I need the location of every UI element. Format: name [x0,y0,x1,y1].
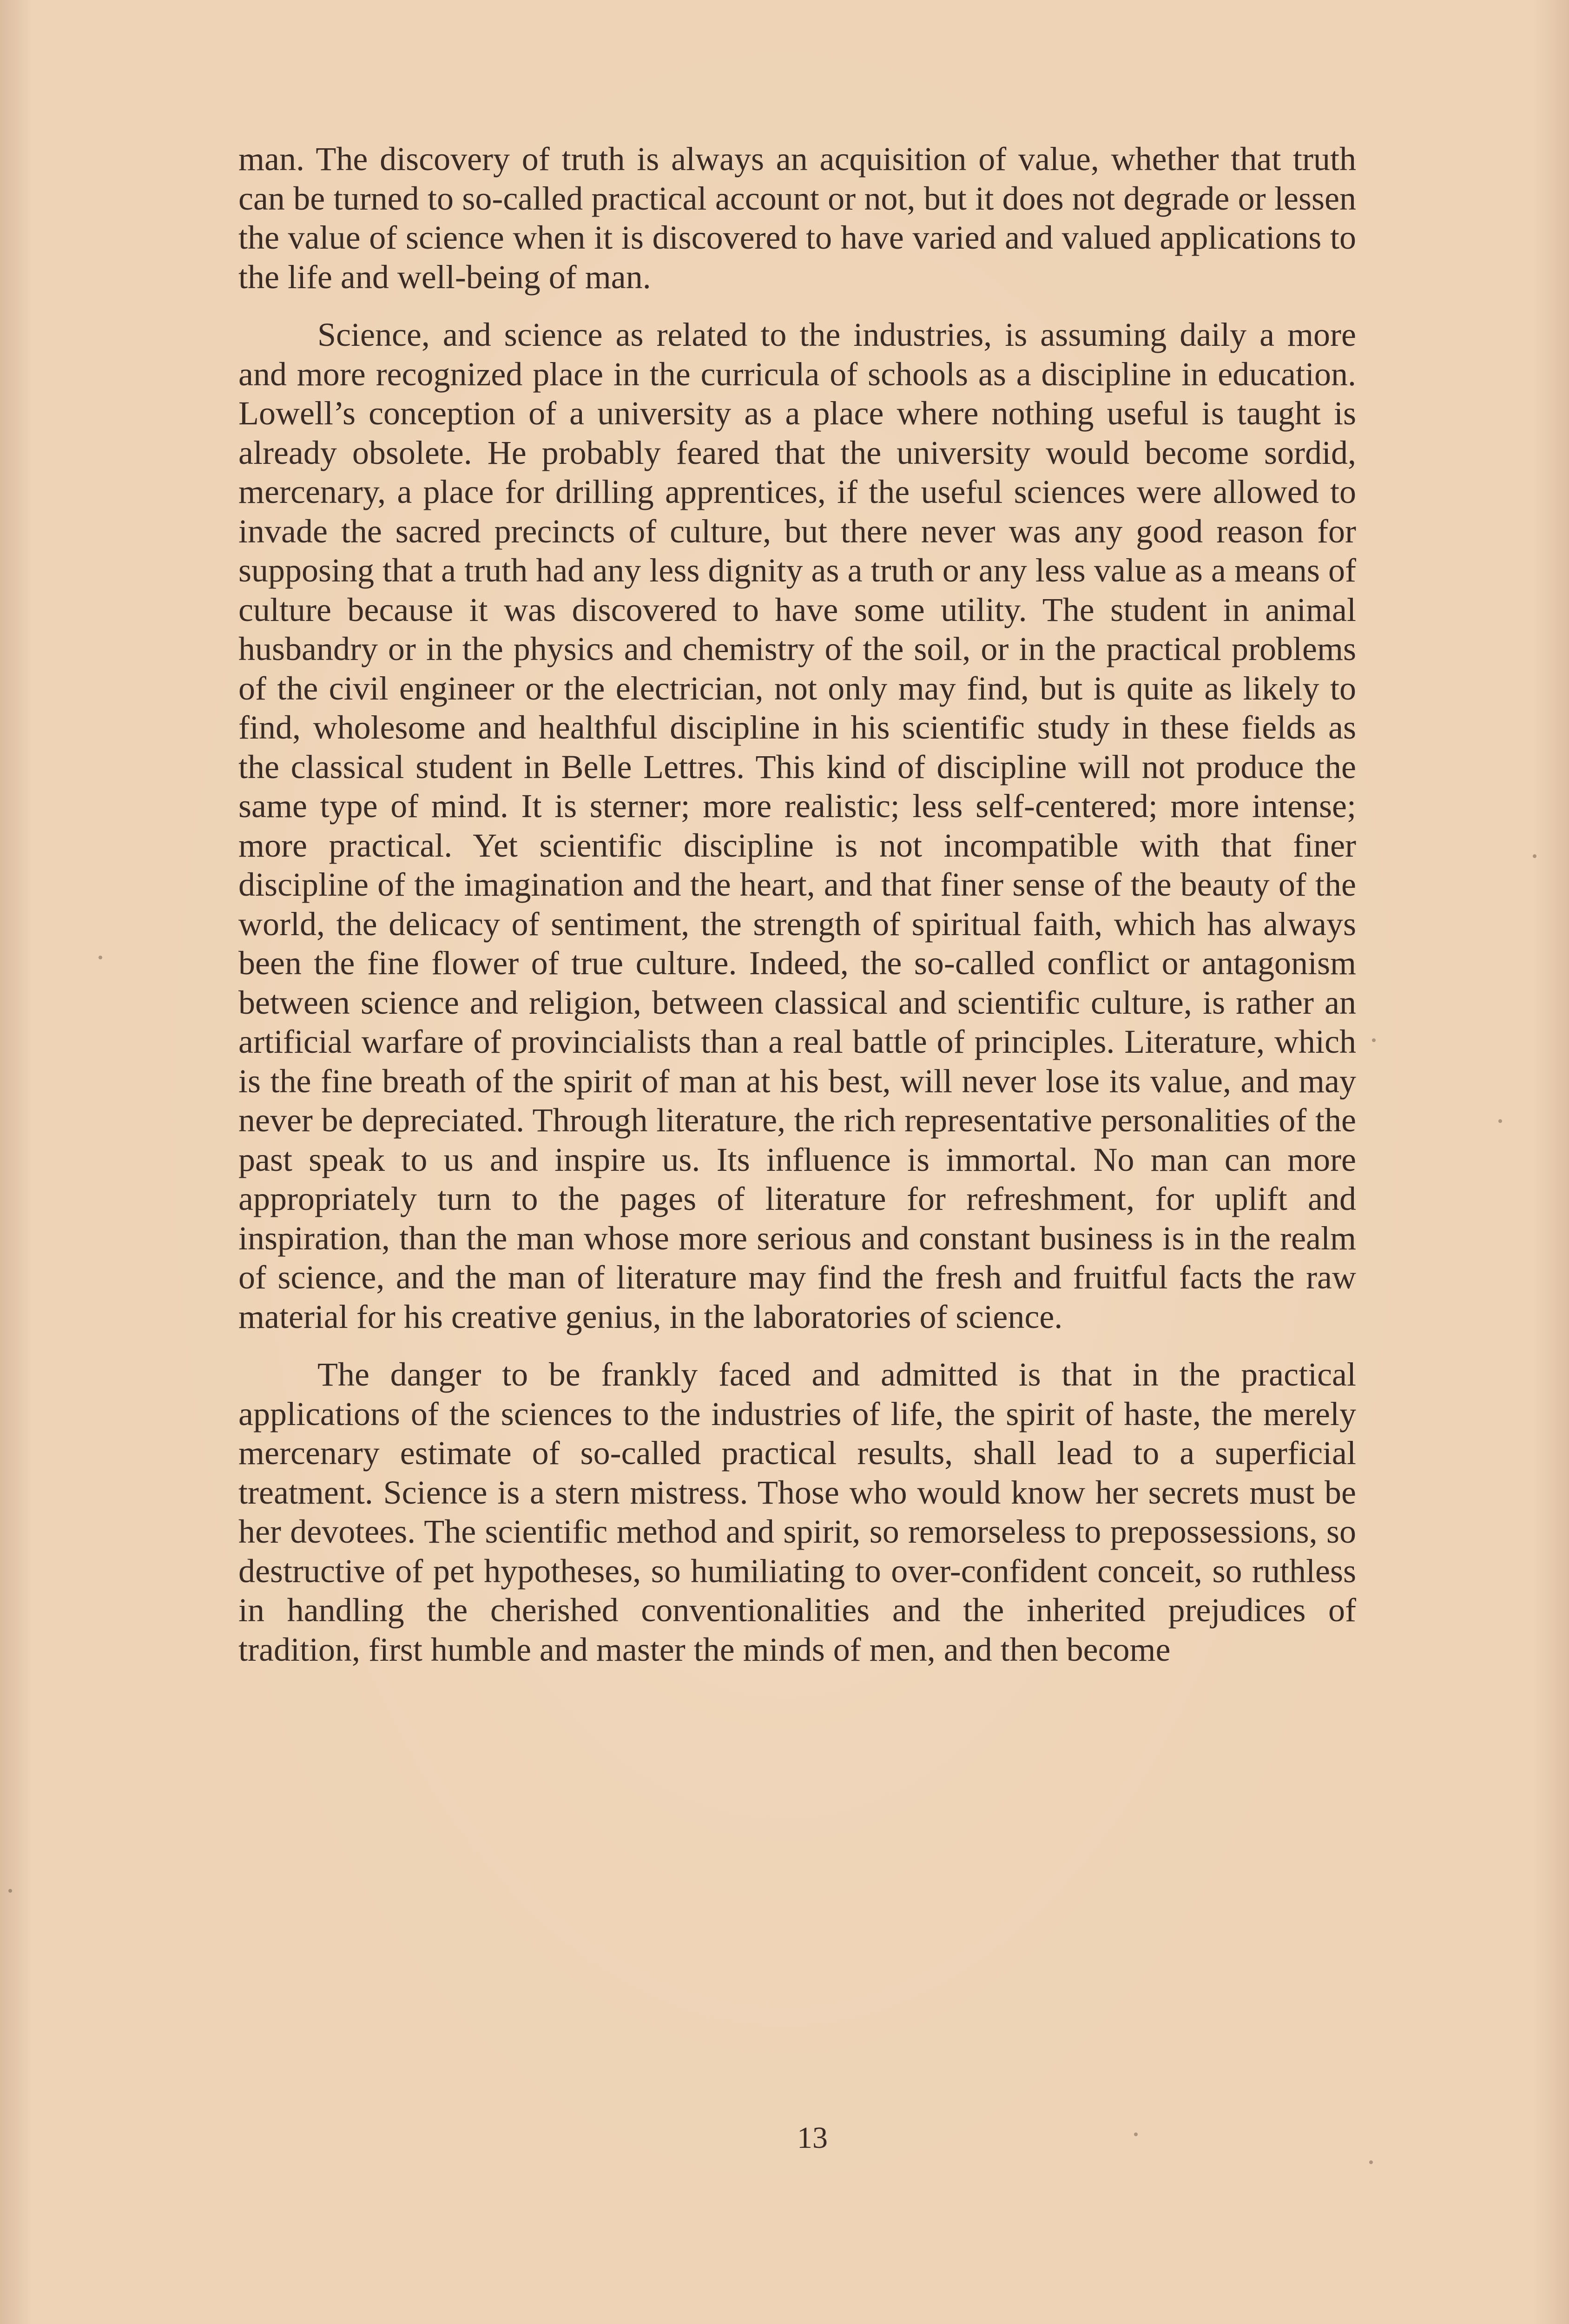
body-text [238,139,1356,1669]
paper-speck [1134,2133,1138,2136]
paragraph-1: man. The discovery of truth is always an acquisition of value, whether that truth can be turned to so-called practical account or not, but it does not degrade or lessen the value of science when it is discovered to have varied and valued applications to the life and well-being of man. [238,140,1356,296]
paper-speck [8,1889,12,1893]
paper-speck [99,956,102,959]
paper-speck [1533,854,1536,858]
paper-speck [1372,1038,1376,1042]
paragraph-3: The danger to be frankly faced and admitted is that in the practical applications of the sciences to the industries of life, the spirit of haste, the merely mercenary estimate of so-called practical results, shall lead to a superficial treatment. Science is a stern mistress. Those who would know her secrets must be her devotees. The scientific method and spirit, so remorseless to prepossessions, so destructive of pet hypotheses, so humiliating to over-confident conceit, so ruthless in handling the cherished conventionalities and the inherited prejudices of tradition, first humble and master the minds of men, and then become [238,1356,1356,1668]
paper-speck [1369,2160,1373,2164]
paper-speck [1498,1119,1502,1123]
page-number: 13 [797,2121,828,2155]
paragraph-2: Science, and science as related to the industries, is assuming daily a more and more recognized place in the curricula of schools as a discipline in education. Lowell’s conception of a university as a place where nothing useful is taught is already obsolete. He probably feared that the university would become sordid, mercenary, a place for drilling apprentices, if the useful sciences were allowed to invade the sacred precincts of culture, but there never was any good reason for supposing that a truth had any less dignity as a truth or any less value as a means of culture because it was discovered to have some utility. The student in animal husbandry or in the physics and chemistry of the soil, or in the practical problems of the civil engineer or the electrician, not only may find, but is quite as likely to find, wholesome and healthful discipline in his scientific study in these fields as the classical student in Belle Lettres. This kind of discipline will not produce the same type of mind. It is sterner; more realistic; less self-centered; more intense; more practical. Yet scientific discipline is not incompatible with that finer discipline of the imagination and the heart, and that finer sense of the beauty of the world, the delicacy of sentiment, the strength of spiritual faith, which has always been the fine flower of true culture. Indeed, the so-called conflict or antagonism between science and religion, between classical and scientific culture, is rather an artificial warfare of provincialists than a real battle of principles. Literature, which is the fine breath of the spirit of man at his best, will never lose its value, and may never be depreciated. Through literature, the rich representative personalities of the past speak to us and inspire us. Its influence is immortal. No man can more appropriately turn to the pages of literature for refreshment, for uplift and inspiration, than the man whose more serious and constant business is in the realm of science, and the man of literature may find the fresh and fruitful facts the raw material for his creative genius, in the laboratories of science. [238,316,1356,1335]
